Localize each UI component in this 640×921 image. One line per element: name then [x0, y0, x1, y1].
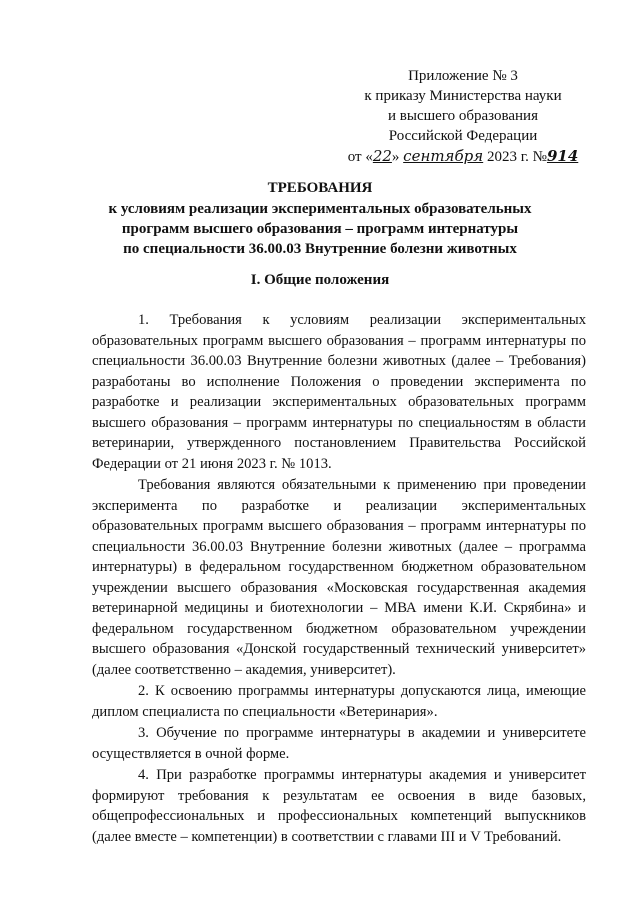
section-heading: I. Общие положения [250, 272, 390, 288]
paragraph-3: 2. К освоению программы интернатуры допускаются лица, имеющие диплом специалиста по специальности «Ветеринария». [92, 683, 586, 720]
handwritten-order-number: 914 [546, 147, 579, 165]
appendix-line-1: Приложение № 3 [408, 68, 518, 84]
document-title [60, 178, 580, 259]
date-mid: » [391, 149, 400, 165]
title-main: ТРЕБОВАНИЯ [267, 180, 373, 196]
order-date-line [330, 146, 596, 167]
order-year: 2023 г. № [486, 149, 547, 165]
paragraph-4: 3. Обучение по программе интернатуры в академии и университете осуществляется в очной форме. [92, 725, 586, 762]
title-line-2: программ высшего образования – программ интернатуры [121, 221, 519, 237]
paragraph-5: 4. При разработке программы интернатуры академия и университет формируют требования к результатам ее освоения в виде базовых, общепрофессиональных и профессиональных компетенций выпускников (далее вместе – компетенции) в соответствии с главами III и V Требований. [92, 767, 586, 845]
handwritten-day: 22 [372, 147, 392, 165]
appendix-line-3: и высшего образования [388, 108, 538, 124]
paragraph-2: Требования являются обязательными к применению при проведении эксперимента по разработке и реализации экспериментальных образовательных программ высшего образования – программ интернатуры по специальности 36.00.03 Внутренние болезни животных (далее – программа интернатуры) в федеральном государственном бюджетном образовательном учреждении высшего образования «Московская государственная академия ветеринарной медицины и биотехнологии – МВА имени К.И. Скрябина» и федеральном государственном бюджетном образовательном учреждении высшего образования «Донской государственный технический университет» (далее соответственно – академия, университет). [92, 477, 586, 678]
appendix-line-2: к приказу Министерства науки [364, 88, 562, 104]
paragraph-1: 1. Требования к условиям реализации экспериментальных образовательных программ высшего образования – программ интернатуры по специальности 36.00.03 Внутренние болезни животных (далее – Требования) разработаны во исполнение Положения о проведении эксперимента по разработке и реализации экспериментальных образовательных программ высшего образования – программ интернатуры по специальностям в области ветеринарии, утвержденного постановлением Правительства Российской Федерации от 21 июня 2023 г. № 1013. [92, 312, 586, 472]
title-line-1: к условиям реализации экспериментальных образовательных [108, 201, 532, 217]
handwritten-month: сентября [403, 147, 484, 165]
title-line-3: по специальности 36.00.03 Внутренние болезни животных [123, 241, 517, 257]
appendix-line-4: Российской Федерации [388, 128, 538, 144]
document-body [92, 310, 586, 847]
date-prefix: от « [347, 149, 373, 165]
appendix-header [330, 66, 596, 167]
